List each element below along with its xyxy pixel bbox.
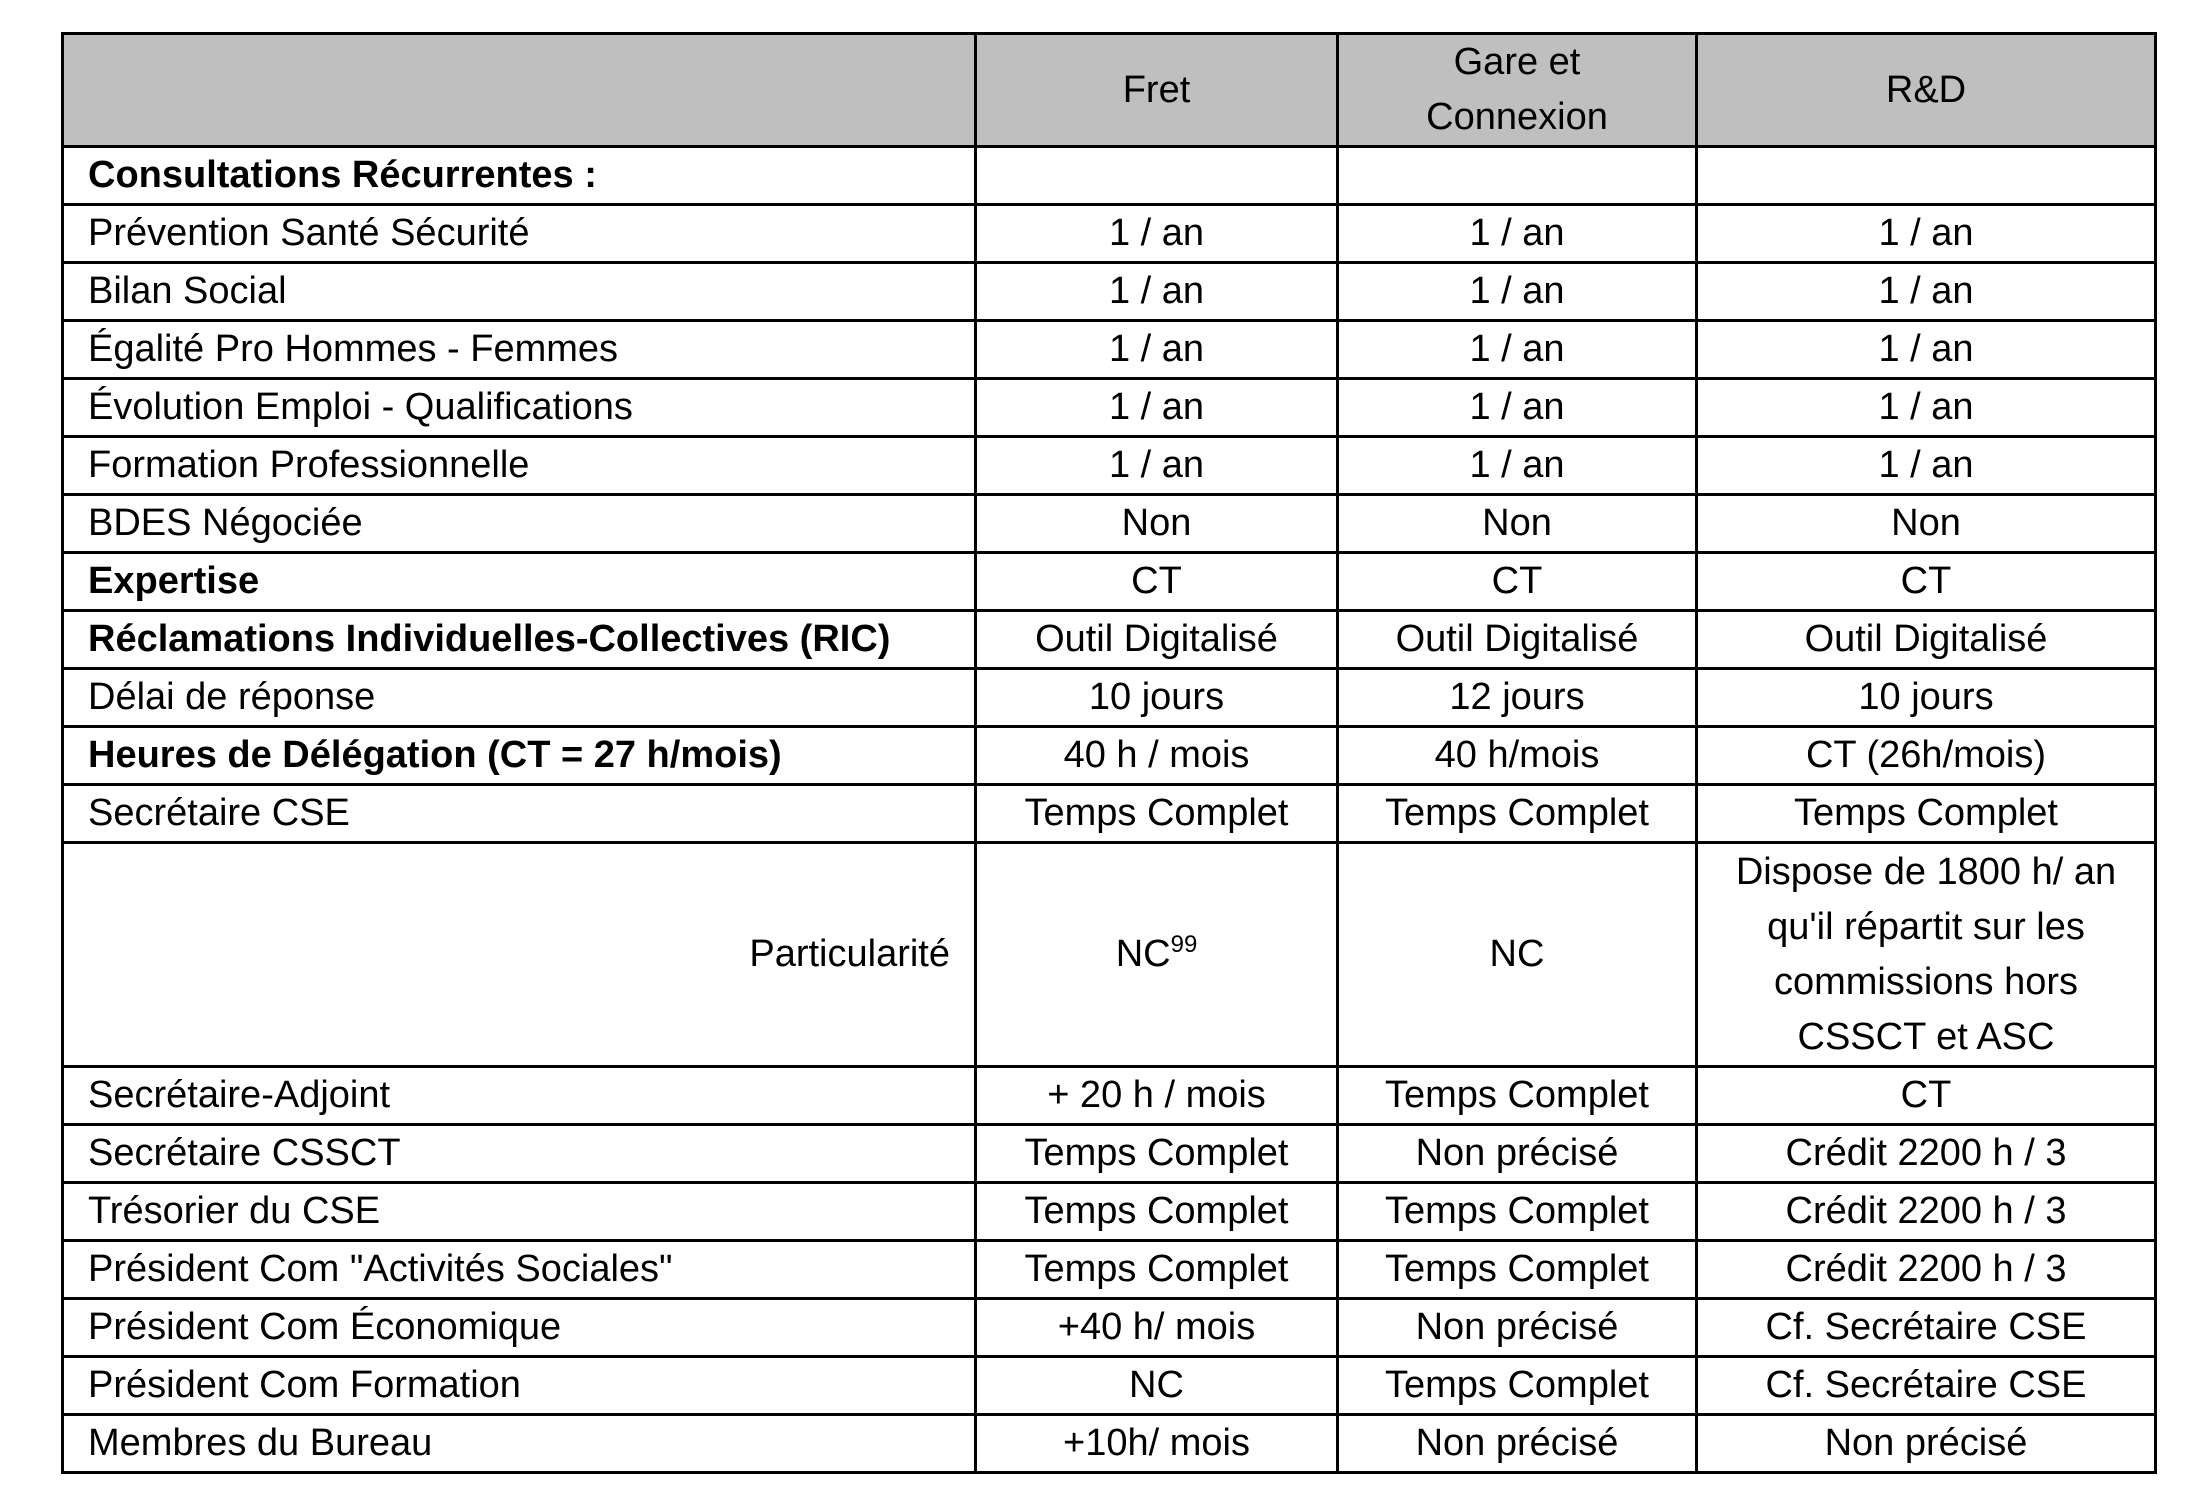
cell-rd: Crédit 2200 h / 3 [1697,1125,2156,1183]
cell-gare: Non précisé [1338,1125,1697,1183]
cell-rd: CT [1697,553,2156,611]
cell-fret [976,147,1338,205]
row-label: Particularité [63,843,976,1067]
cell-fret: Temps Complet [976,785,1338,843]
cell-fret: Non [976,495,1338,553]
table-header [63,34,2156,147]
row-label: Égalité Pro Hommes - Femmes [63,321,976,379]
column-header-rd: R&D [1697,34,2156,147]
table-row [63,147,2156,205]
column-header-gare-et-connexion: Gare et Connexion [1338,34,1697,147]
row-label: Bilan Social [63,263,976,321]
cell-fret: Temps Complet [976,1183,1338,1241]
cell-gare: 1 / an [1338,205,1697,263]
cell-rd: 1 / an [1697,379,2156,437]
cell-gare: 1 / an [1338,263,1697,321]
table-row [63,1067,2156,1125]
header-row [63,34,2156,147]
row-label: Prévention Santé Sécurité [63,205,976,263]
cell-gare [1338,147,1697,205]
cell-fret: + 20 h / mois [976,1067,1338,1125]
row-label: Président Com Économique [63,1299,976,1357]
table-row [63,495,2156,553]
footnote-marker: 99 [1170,931,1198,958]
cell-fret-value: NC [1115,933,1171,975]
row-label: Secrétaire-Adjoint [63,1067,976,1125]
cell-fret: 1 / an [976,205,1338,263]
table-row [63,379,2156,437]
cell-fret: CT [976,553,1338,611]
cell-rd: 1 / an [1697,205,2156,263]
cell-rd: Crédit 2200 h / 3 [1697,1241,2156,1299]
table-row [63,205,2156,263]
cell-gare: 1 / an [1338,321,1697,379]
row-label: Expertise [63,553,976,611]
cell-gare: Non [1338,495,1697,553]
cell-rd: Dispose de 1800 h/ an qu'il répartit sur les commissions hors CSSCT et ASC [1697,843,2156,1067]
comparison-table [61,32,2157,1474]
table-row [63,553,2156,611]
cell-rd: 1 / an [1697,263,2156,321]
cell-gare: Temps Complet [1338,1067,1697,1125]
cell-fret: 1 / an [976,437,1338,495]
cell-gare: 12 jours [1338,669,1697,727]
table-row [63,437,2156,495]
table-row [63,321,2156,379]
cell-rd: CT (26h/mois) [1697,727,2156,785]
cell-fret: +40 h/ mois [976,1299,1338,1357]
cell-rd: Temps Complet [1697,785,2156,843]
row-label: Secrétaire CSE [63,785,976,843]
row-label: Délai de réponse [63,669,976,727]
cell-fret: +10h/ mois [976,1415,1338,1473]
row-label: Heures de Délégation (CT = 27 h/mois) [63,727,976,785]
cell-gare: 1 / an [1338,379,1697,437]
table-row [63,1183,2156,1241]
table-row [63,785,2156,843]
cell-gare: NC [1338,843,1697,1067]
cell-fret: NC [976,1357,1338,1415]
cell-gare: Temps Complet [1338,1183,1697,1241]
cell-fret: 10 jours [976,669,1338,727]
cell-fret: Temps Complet [976,1125,1338,1183]
cell-fret: 1 / an [976,321,1338,379]
row-label: Membres du Bureau [63,1415,976,1473]
table-row [63,1357,2156,1415]
row-label: Président Com "Activités Sociales" [63,1241,976,1299]
cell-gare: Temps Complet [1338,1357,1697,1415]
table-row [63,1299,2156,1357]
cell-fret: Outil Digitalisé [976,611,1338,669]
table-row [63,727,2156,785]
cell-rd: 1 / an [1697,321,2156,379]
cell-rd: Outil Digitalisé [1697,611,2156,669]
cell-gare: Outil Digitalisé [1338,611,1697,669]
table-row [63,843,2156,1067]
table-row [63,263,2156,321]
cell-rd: 10 jours [1697,669,2156,727]
table-row [63,1415,2156,1473]
cell-rd: Non précisé [1697,1415,2156,1473]
row-label: Président Com Formation [63,1357,976,1415]
cell-fret: 40 h / mois [976,727,1338,785]
cell-rd [1697,147,2156,205]
cell-rd: Crédit 2200 h / 3 [1697,1183,2156,1241]
cell-rd: CT [1697,1067,2156,1125]
cell-gare: Non précisé [1338,1415,1697,1473]
cell-rd: Cf. Secrétaire CSE [1697,1357,2156,1415]
row-label: BDES Négociée [63,495,976,553]
cell-fret [976,843,1338,1067]
cell-fret: 1 / an [976,263,1338,321]
cell-rd: Non [1697,495,2156,553]
row-label: Trésorier du CSE [63,1183,976,1241]
row-label: Évolution Emploi - Qualifications [63,379,976,437]
cell-gare: CT [1338,553,1697,611]
cell-rd: Cf. Secrétaire CSE [1697,1299,2156,1357]
cell-rd: 1 / an [1697,437,2156,495]
cell-gare: 1 / an [1338,437,1697,495]
row-label: Consultations Récurrentes : [63,147,976,205]
cell-gare: 40 h/mois [1338,727,1697,785]
column-header-fret: Fret [976,34,1338,147]
cell-gare: Non précisé [1338,1299,1697,1357]
row-label: Formation Professionnelle [63,437,976,495]
cell-gare: Temps Complet [1338,785,1697,843]
cell-fret: 1 / an [976,379,1338,437]
table-row [63,669,2156,727]
cell-fret: Temps Complet [976,1241,1338,1299]
table-row [63,611,2156,669]
table-row [63,1125,2156,1183]
row-label: Secrétaire CSSCT [63,1125,976,1183]
row-label: Réclamations Individuelles-Collectives (RIC) [63,611,976,669]
table-body [63,147,2156,1473]
table-row [63,1241,2156,1299]
header-corner-cell [63,34,976,147]
cell-gare: Temps Complet [1338,1241,1697,1299]
